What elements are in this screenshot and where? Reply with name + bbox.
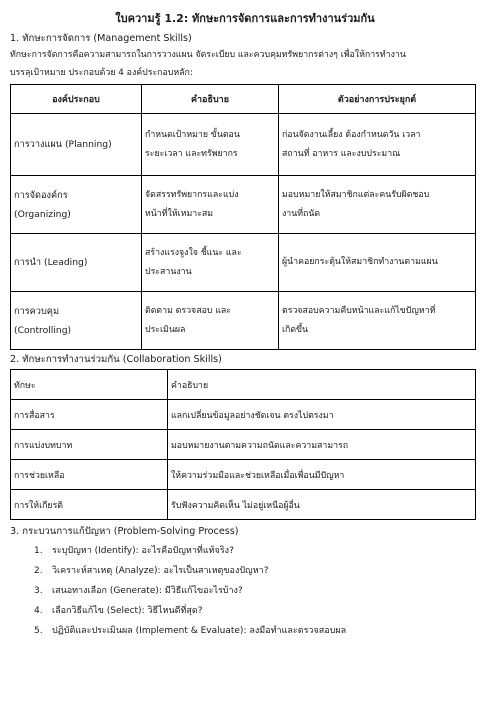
table-row — [11, 234, 476, 292]
component-cell: การจัดองค์กร (Organizing) — [11, 176, 142, 234]
header-skill: ทักษะ — [11, 370, 168, 400]
list-item: 1. ระบุปัญหา (Identify): อะไรคือปัญหาที่แท้จริง? — [34, 546, 234, 556]
table-row — [11, 176, 476, 234]
table-row — [11, 460, 476, 490]
description-cell: จัดสรรทรัพยากรและแบ่ง หน้าที่ให้เหมาะสม — [142, 176, 279, 234]
component-cell: การนำ (Leading) — [11, 234, 142, 292]
collaboration-table — [10, 369, 476, 520]
problem-solving-steps — [10, 541, 480, 641]
description-cell: มอบหมายงานตามความถนัดและความสามารถ — [168, 430, 476, 460]
description-cell: รับฟังความคิดเห็น ไม่อยู่เหนือผู้อื่น — [168, 490, 476, 520]
example-cell: ก่อนจัดงานเลี้ยง ต้องกำหนดวัน เวลา สถานที่ อาหาร และงบประมาณ — [279, 114, 476, 176]
skill-cell: การช่วยเหลือ — [11, 460, 168, 490]
section1-heading: 1. ทักษะการจัดการ (Management Skills) — [10, 33, 192, 44]
description-cell: กำหนดเป้าหมาย ขั้นตอน ระยะเวลา และทรัพยากร — [142, 114, 279, 176]
section1-intro-line2: บรรลุเป้าหมาย ประกอบด้วย 4 องค์ประกอบหลัก: — [10, 68, 193, 78]
header-example: ตัวอย่างการประยุกต์ — [279, 85, 476, 114]
page-title: ใบความรู้ 1.2: ทักษะการจัดการและการทำงานร่วมกัน — [115, 12, 375, 25]
example-cell: ตรวจสอบความคืบหน้าและแก้ไขปัญหาที่ เกิดขึ้น — [279, 292, 476, 350]
table-row — [11, 114, 476, 176]
table-header-row — [11, 85, 476, 114]
skill-cell: การสื่อสาร — [11, 400, 168, 430]
skill-cell: การแบ่งบทบาท — [11, 430, 168, 460]
table-row — [11, 430, 476, 460]
management-table — [10, 84, 476, 350]
section2-heading: 2. ทักษะการทำงานร่วมกัน (Collaboration Skills) — [10, 354, 222, 365]
list-item: 5. ปฏิบัติและประเมินผล (Implement & Evaluate): ลงมือทำและตรวจสอบผล — [34, 626, 347, 636]
section1-intro-line1: ทักษะการจัดการคือความสามารถในการวางแผน จัดระเบียบ และควบคุมทรัพยากรต่างๆ เพื่อให้การทำงาน — [10, 50, 406, 60]
description-cell: ให้ความร่วมมือและช่วยเหลือเมื่อเพื่อนมีปัญหา — [168, 460, 476, 490]
skill-cell: การให้เกียรติ — [11, 490, 168, 520]
list-item: 4. เลือกวิธีแก้ไข (Select): วิธีไหนดีที่สุด? — [34, 606, 203, 616]
table-row — [11, 490, 476, 520]
example-cell: มอบหมายให้สมาชิกแต่ละคนรับผิดชอบ งานที่ถนัด — [279, 176, 476, 234]
header-component: องค์ประกอบ — [11, 85, 142, 114]
component-cell: การควบคุม (Controlling) — [11, 292, 142, 350]
list-item: 2. วิเคราะห์สาเหตุ (Analyze): อะไรเป็นสาเหตุของปัญหา? — [34, 566, 269, 576]
header-description: คำอธิบาย — [168, 370, 476, 400]
table-row — [11, 400, 476, 430]
description-cell: ติดตาม ตรวจสอบ และ ประเมินผล — [142, 292, 279, 350]
description-cell: สร้างแรงจูงใจ ชี้แนะ และ ประสานงาน — [142, 234, 279, 292]
section3-heading: 3. กระบวนการแก้ปัญหา (Problem-Solving Process) — [10, 526, 239, 537]
table-row — [11, 292, 476, 350]
table-header-row — [11, 370, 476, 400]
description-cell: แลกเปลี่ยนข้อมูลอย่างชัดเจน ตรงไปตรงมา — [168, 400, 476, 430]
component-cell: การวางแผน (Planning) — [11, 114, 142, 176]
example-cell: ผู้นำคอยกระตุ้นให้สมาชิกทำงานตามแผน — [279, 234, 476, 292]
list-item: 3. เสนอทางเลือก (Generate): มีวิธีแก้ไขอะไรบ้าง? — [34, 586, 243, 596]
header-description: คำอธิบาย — [142, 85, 279, 114]
